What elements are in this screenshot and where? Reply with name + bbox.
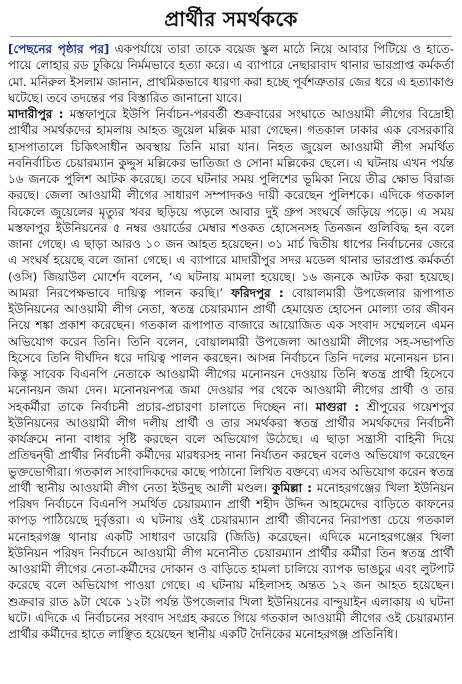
paragraph-text: মস্তফাপুরে ইউপি নির্বাচন-পরবর্তী শুক্রবারের সংঘাতে আওয়ামী লীগের বিদ্রোহী প্রার্থীর সমর্থকদের হামলায় আহত জুয়েল মল্লিক মারা গেছেন। গতকাল ঢাকার এক বেসরকারি হাসপাতালে চিকিৎসাধীন অবস্থায় তিনি মারা যান। নিহত জুয়েল আওয়ামী লীগ সমর্থিত নবনির্বাচিত চেয়ারম্যান কুদ্দুস মল্লিকের ভাতিজা ও সোনা মল্লিকের ছেলে। এ ঘটনায় এখন পর্যন্ত ১৬ জনকে পুলিশ আটক করেছে। তবে ঘটনার সময় পুলিশের ভূমিকা নিয়ে তীব্র ক্ষোভ বিরাজ করছে। জেলা আওয়ামী লীগের সাধারণ সম্পাদকও দায়ী করেছেন পুলিশকে। এদিকে গতকাল বিকেলে জুয়েলের মৃত্যুর খবর ছড়িয়ে পড়লে আবার দুই গ্রুপ সংঘর্ষে জড়িয়ে পড়ে। এ সময় মস্তফাপুর ইউনিয়নের ৫ নম্বর ওয়ার্ডের মেম্বার শওকত হোসেনসহ তিনজন গুলিবিদ্ধ হন বলে জানা গেছে। এ ছাড়া আরও ১০ জন আহত হয়েছেন। ৩১ মার্চ দ্বিতীয় ধাপের নির্বাচনের জেরে এ সংঘর্ষ হয়েছে বলে জানা গেছে। এ ব্যাপারে মাদারীপুর সদর মডেল থানার ভারপ্রাপ্ত কর্মকর্তা (ওসি) জিয়াউল মোর্শেদ বলেন, ‘এ ঘটনায় মামলা হয়েছে। ১৬ জনকে আটক করা হয়েছে। আমরা নিরপেক্ষভাবে দায়িত্ব পালন করছি।’ <box>8 107 455 300</box>
article-body <box>8 41 454 642</box>
headline-divider <box>10 36 452 37</box>
headline: প্রার্থীর সমর্থককে <box>164 7 298 31</box>
paragraph-text: বোয়ালমারী উপজেলার রূপাপাত ইউনিয়নের আওয়ামী লীগ নেতা, স্বতন্ত্র চেয়ারম্যান প্রার্থী হেমায়েত হোসেন মোল্যা তার জীবন নিয়ে শঙ্কা প্রকাশ করেছেন। গতকাল রূপাপাত বাজারে আয়োজিত এক সংবাদ সম্মেলনে এমন অভিযোগ করেন তিনি। তিনি বলেন, বোয়ালমারী উপজেলা আওয়ামী লীগের সহ-সভাপতি হিসেবে তিনি দীর্ঘদিন ধরে দায়িত্ব পালন করছেন। আসন্ন নির্বাচনে তিনি দলের মনোনয়ন চান। কিন্তু সাবেক বিএনপি নেতাকে আওয়ামী লীগের মনোনয়ন দেওয়ায় তিনি স্বতন্ত্র প্রার্থী হিসেবে মনোনয়ন জমা দেন। মনোনয়নপত্র জমা দেওয়ার পর থেকে আওয়ামী লীগের প্রার্থী ও তার সহকর্মীরা তাকে নির্বাচনী প্রচার-প্রচারণা চালাতে দিচ্ছেন না। <box>8 285 454 414</box>
paragraph-text: মনোহরগঞ্জের খিলা ইউনিয়ন পরিষদ নির্বাচনে বিএনপি সমর্থিত চেয়ারম্যান প্রার্থী শহীদ উদ্দিন আহমেদের বাড়িতে কাফনের কাপড় পাঠিয়েছে দুর্বৃত্তরা। এ ঘটনায় ওই চেয়ারম্যান প্রার্থী জীবনের নিরাপত্তা চেয়ে গতকাল মনোহরগঞ্জ থানায় একটি সাধারণ ডায়েরি (জিডি) করেছেন। এদিকে মনোহরগঞ্জের খিলা ইউনিয়ন পরিষদ নির্বাচনে আওয়ামী লীগ মনোনীত চেয়ারম্যান প্রার্থীর কর্মীরা তিন স্বতন্ত্র প্রার্থী আওয়ামী লীগের নেতা-কর্মীদের দোকান ও বাড়িতে হামলা চালিয়ে ব্যাপক ভাঙচুর এবং লুটপাট করেছে বলে অভিযোগ পাওয়া গেছে। এ ঘটনায় মহিলাসহ অন্তত ১২ জন আহত হয়েছেন। শুক্রবার রাত ৯টা থেকে ১২টা পর্যন্ত উপজেলার খিলা ইউনিয়নের বান্দুয়াইন এলাকায় এ ঘটনা ঘটে। এদিকে এ নির্বাচনের সংবাদ সংগ্রহ করতে গিয়ে গতকাল আওয়ামী লীগের ওই চেয়ারম্যান প্রার্থীর কর্মীদের হাতে লাঞ্ছিত হয়েছেন স্থানীয় একটি দৈনিকের মনোহরগঞ্জ প্রতিনিধি। <box>8 480 455 641</box>
location-dateline-cumilla: কুমিল্লা : <box>271 480 313 495</box>
continued-marker: [পেছনের পৃষ্ঠার পর] <box>8 42 110 56</box>
location-dateline-faridpur: ফরিদপুর : <box>231 285 284 300</box>
location-dateline-magura: মাগুরা : <box>315 399 360 414</box>
location-dateline-madaripur: মাদারীপুর : <box>8 107 64 121</box>
paragraph-text: একপর্যায়ে তারা তাকে বয়েজ স্কুল মাঠে নিয়ে আবার পিটিয়ে ও হাতে-পায়ে লোহার রড ঢুকিয়ে নির্মমভাবে হত্যা করে। এ ব্যাপারে নেছারাবাদ থানার ভারপ্রাপ্ত কর্মকর্তা মো. মনিরুল ইসলাম জানান, প্রাথমিকভাবে ধারণা করা হচ্ছে পূর্বশত্রুতার জের ধরে এ হত্যাকাণ্ড ঘটেছে। তবে তদন্তের পর বিস্তারিত জানানো যাবে। <box>8 42 454 105</box>
paragraph-text: শ্রীপুরের গয়েশপুর ইউনিয়নের আওয়ামী লীগ দলীয় প্রার্থী ও তার সমর্থকরা স্বতন্ত্র প্রার্থীর সমর্থকদের নির্বাচনী কার্যক্রমে নানা বাধার সৃষ্টি করছেন বলে অভিযোগ উঠেছে। এ ছাড়া সন্ত্রাসী বাহিনী দিয়ে প্রতিদ্বন্দ্বী প্রার্থীর নির্বাচনী কর্মীদের মারধরসহ নানা নির্যাতন করছেন বলেও অভিযোগ করেছেন ভুক্তভোগীরা। গতকাল সাংবাদিকদের কাছে পাঠানো লিখিত বক্তব্যে এসব অভিযোগ করেন স্বতন্ত্র প্রার্থী স্থানীয় আওয়ামী লীগ নেতা ইউনুছ আলী মণ্ডল। <box>8 399 455 495</box>
